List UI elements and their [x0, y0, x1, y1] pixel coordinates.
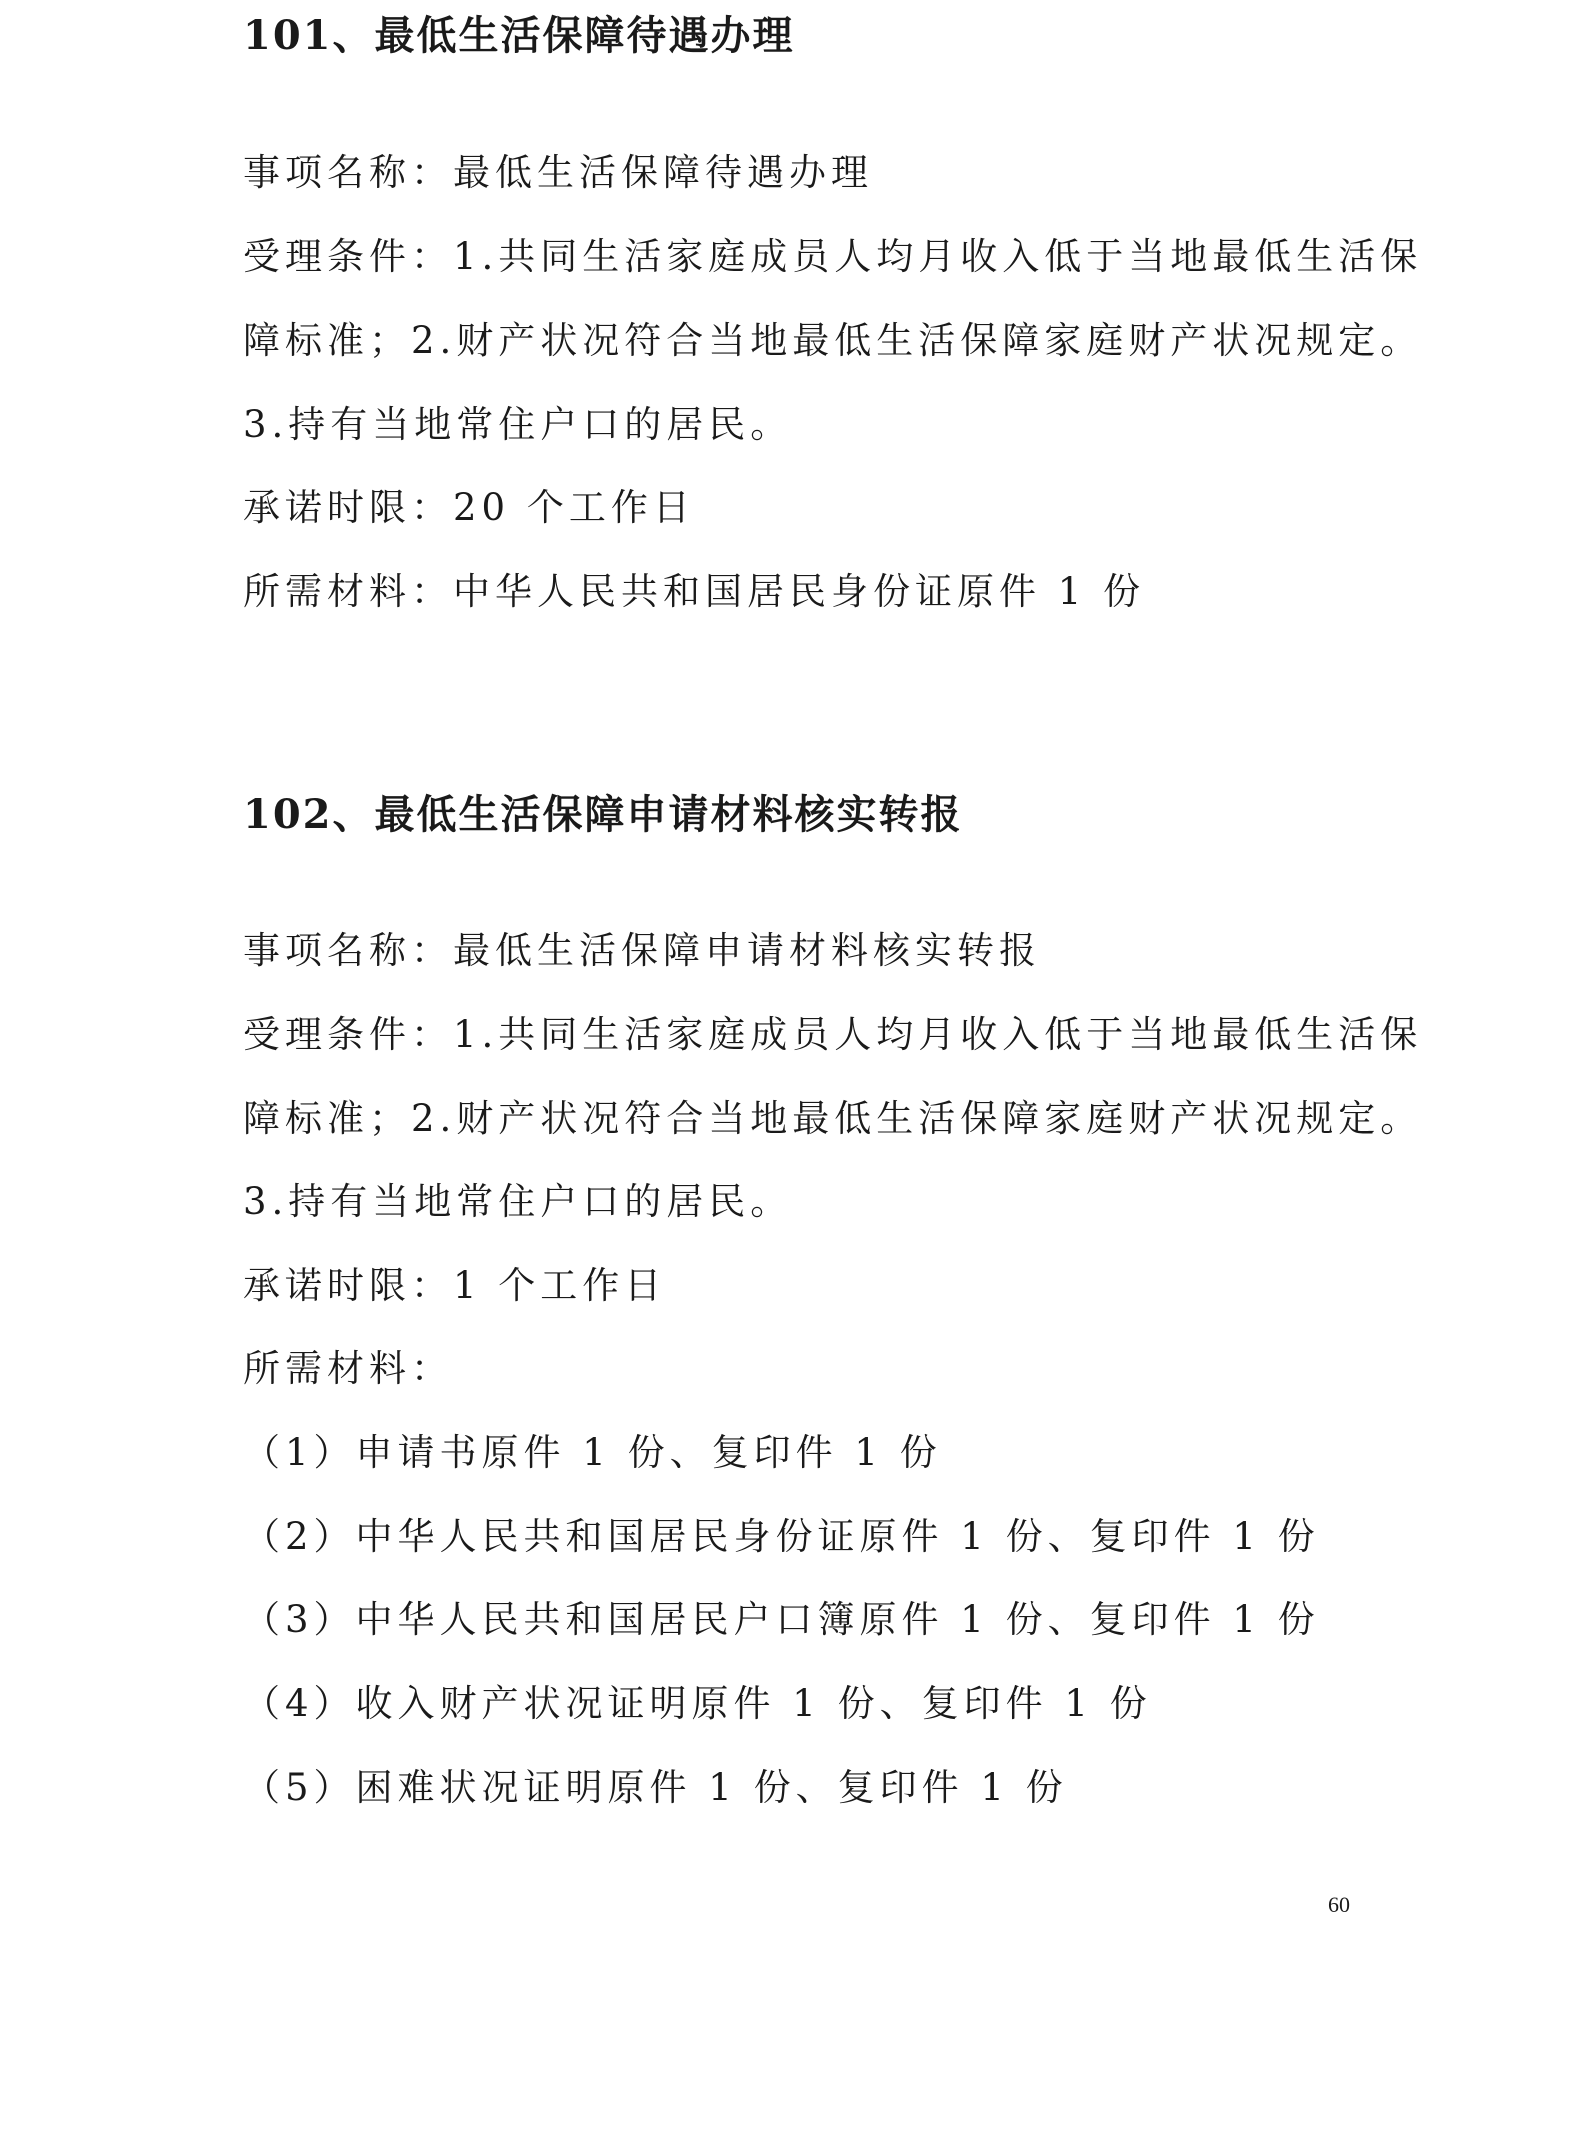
section-102-time-limit: 承诺时限：1 个工作日 — [243, 1264, 667, 1307]
section-102-material-item: （5）困难状况证明原件 1 份、复印件 1 份 — [243, 1766, 1068, 1809]
section-102-conditions-line-3: 3.持有当地常住户口的居民。 — [243, 1180, 793, 1223]
section-102-material-item: （1）申请书原件 1 份、复印件 1 份 — [243, 1431, 942, 1474]
section-101-conditions-line-2: 障标准；2.财产状况符合当地最低生活保障家庭财产状况规定。 — [243, 319, 1423, 362]
section-102-materials-label: 所需材料： — [243, 1347, 453, 1390]
section-101-item-name: 事项名称：最低生活保障待遇办理 — [243, 151, 873, 194]
section-102-item-name: 事项名称：最低生活保障申请材料核实转报 — [243, 929, 1041, 972]
section-101-materials: 所需材料：中华人民共和国居民身份证原件 1 份 — [243, 570, 1146, 613]
section-101-heading: 101、最低生活保障待遇办理 — [243, 12, 795, 59]
section-102-heading: 102、最低生活保障申请材料核实转报 — [243, 791, 963, 838]
page-number: 60 — [1328, 1892, 1350, 1917]
section-101-time-limit: 承诺时限：20 个工作日 — [243, 486, 695, 529]
section-102-material-item: （4）收入财产状况证明原件 1 份、复印件 1 份 — [243, 1682, 1152, 1725]
section-102-conditions-line-1: 受理条件：1.共同生活家庭成员人均月收入低于当地最低生活保 — [243, 1013, 1423, 1056]
section-102-material-item: （2）中华人民共和国居民身份证原件 1 份、复印件 1 份 — [243, 1515, 1320, 1558]
section-101-conditions-line-3: 3.持有当地常住户口的居民。 — [243, 403, 793, 446]
section-101-conditions-line-1: 受理条件：1.共同生活家庭成员人均月收入低于当地最低生活保 — [243, 235, 1423, 278]
section-102-material-item: （3）中华人民共和国居民户口簿原件 1 份、复印件 1 份 — [243, 1598, 1320, 1641]
section-102-conditions-line-2: 障标准；2.财产状况符合当地最低生活保障家庭财产状况规定。 — [243, 1097, 1423, 1140]
